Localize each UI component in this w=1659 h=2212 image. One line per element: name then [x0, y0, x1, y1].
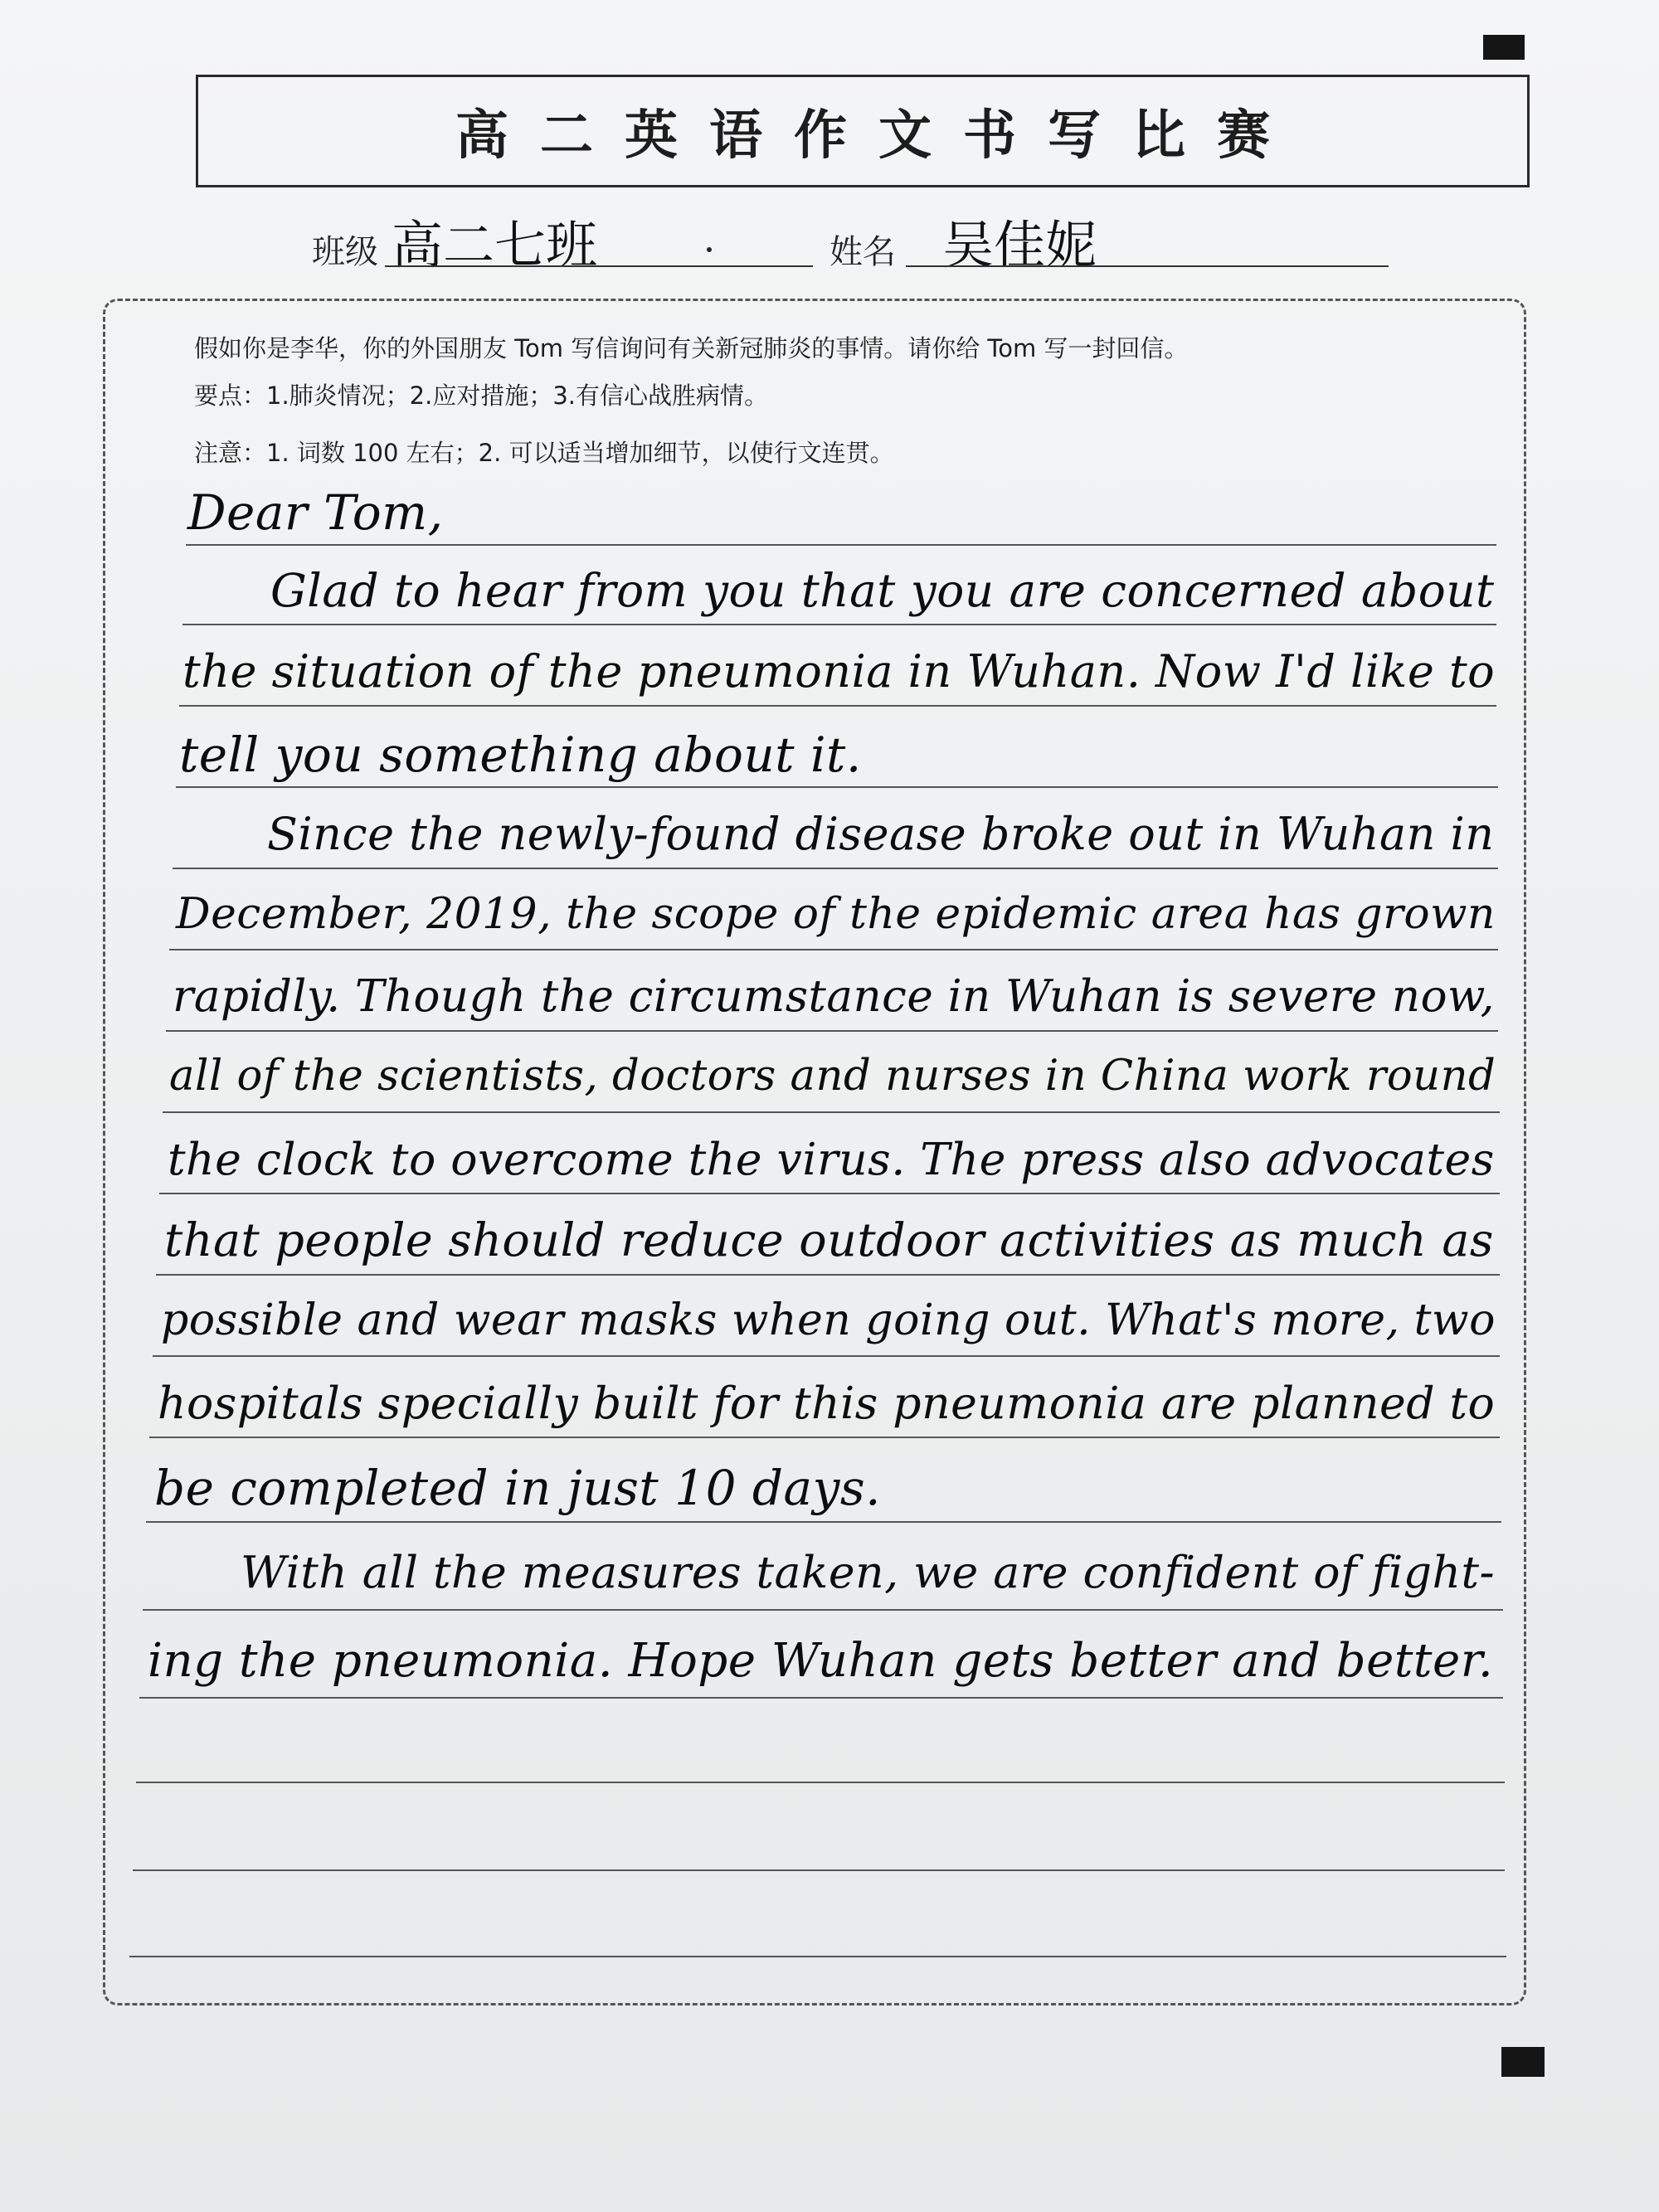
ruled-line	[156, 1274, 1500, 1276]
ruled-line	[166, 1030, 1498, 1032]
name-value: 吴佳妮	[942, 215, 1097, 275]
ruled-line	[159, 1193, 1500, 1194]
essay-line: December, 2019, the scope of the epidemic area has grown	[176, 889, 1496, 939]
ruled-line	[136, 1782, 1505, 1783]
title-box	[196, 75, 1530, 187]
prompt-line-2: 要点：1.肺炎情况；2.应对措施；3.有信心战胜病情。	[194, 382, 769, 410]
essay-line: tell you something about it.	[179, 727, 862, 783]
essay-line: be completed in just 10 days.	[154, 1460, 882, 1516]
dot-mark	[707, 247, 712, 252]
ruled-line	[139, 1697, 1503, 1699]
essay-line: Dear Tom,	[187, 484, 444, 541]
prompt-line-1: 假如你是李华，你的外国朋友 Tom 写信询问有关新冠肺炎的事情。请你给 Tom 写一封回信。	[194, 334, 1189, 362]
ruled-line	[143, 1609, 1503, 1611]
essay-line: hospitals specially built for this pneumonia are planned to	[158, 1377, 1496, 1429]
registration-mark-bottom	[1501, 2047, 1545, 2077]
ruled-line	[153, 1355, 1500, 1357]
ruled-line	[186, 544, 1496, 546]
name-label: 姓名	[830, 233, 896, 271]
ruled-line	[146, 1521, 1501, 1523]
class-label: 班级	[312, 233, 378, 271]
page-title: 高二英语作文书写比赛	[455, 105, 1301, 167]
essay-line: Glad to hear from you that you are concerned about	[270, 564, 1495, 617]
essay-line: rapidly. Though the circumstance in Wuhan is severe now,	[173, 970, 1495, 1022]
ruled-line	[163, 1111, 1500, 1113]
essay-line: that people should reduce outdoor activities as much as	[164, 1214, 1494, 1267]
prompt-line-3: 注意：1. 词数 100 左右；2. 可以适当增加细节，以使行文连贯。	[194, 439, 894, 467]
essay-line: the clock to overcome the virus. The press also advocates	[168, 1133, 1495, 1185]
essay-line: With all the measures taken, we are confident of fight-	[241, 1546, 1496, 1598]
class-value: 高二七班	[392, 215, 598, 275]
essay-line: ing the pneumonia. Hope Wuhan gets better and better.	[148, 1634, 1494, 1688]
essay-line: all of the scientists, doctors and nurses in China work round	[169, 1052, 1496, 1101]
registration-mark-top	[1483, 35, 1525, 60]
essay-line: the situation of the pneumonia in Wuhan. Now I'd like to	[182, 645, 1496, 698]
ruled-line	[149, 1437, 1500, 1438]
essay-line: Since the newly-found disease broke out in Wuhan in	[267, 808, 1495, 860]
class-field	[309, 207, 815, 274]
ruled-line	[133, 1869, 1505, 1871]
essay-line: possible and wear masks when going out. What's more, two	[161, 1296, 1496, 1345]
ruled-line	[182, 624, 1496, 625]
ruled-line	[129, 1956, 1506, 1957]
ruled-line	[176, 786, 1498, 788]
ruled-line	[173, 868, 1498, 869]
ruled-line	[169, 949, 1498, 950]
name-field	[830, 207, 1394, 274]
name-underline	[906, 265, 1389, 267]
class-underline	[385, 265, 813, 267]
ruled-line	[179, 705, 1496, 707]
